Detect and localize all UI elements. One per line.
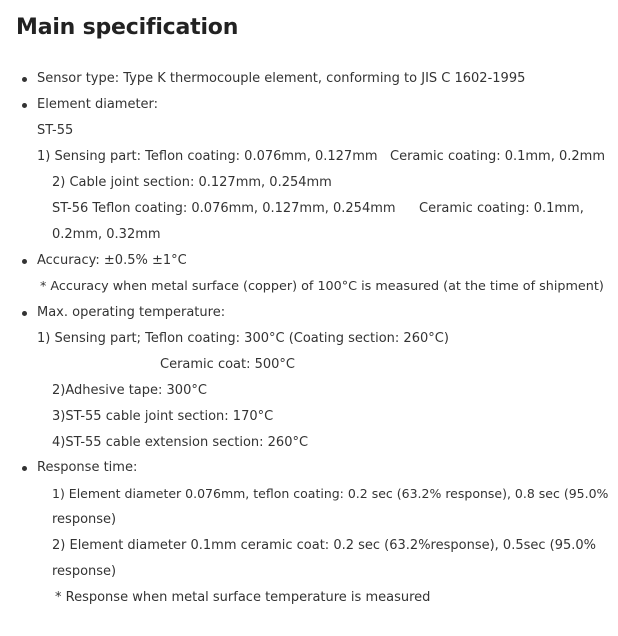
- response-item-2-cont: response): [52, 564, 117, 579]
- accuracy-label: Accuracy: ±0.5% ±1°C: [37, 253, 187, 268]
- cable-joint-section: 2) Cable joint section: 0.127mm, 0.254mm: [52, 175, 332, 190]
- accuracy-note: * Accuracy when metal surface (copper) of 100°C is measured (at the time of shipment): [40, 279, 604, 294]
- bullet-icon: [22, 466, 27, 471]
- bullet-icon: [22, 103, 27, 108]
- response-item-1-cont: response): [52, 512, 117, 527]
- sensing-part-teflon: 1) Sensing part: Teflon coating: 0.076mm, 0.127mm: [37, 149, 378, 164]
- st56-ceramic-cont: 0.2mm, 0.32mm: [52, 227, 161, 242]
- bullet-icon: [22, 259, 27, 264]
- page-title: Main specification: [16, 15, 239, 40]
- response-item-1: 1) Element diameter 0.076mm, teflon coating: 0.2 sec (63.2% response), 0.8 sec (95.0%: [52, 486, 609, 501]
- max-temp-cable-extension: 4)ST-55 cable extension section: 260°C: [52, 435, 309, 450]
- max-temp-ceramic: Ceramic coat: 500°C: [160, 357, 296, 372]
- element-diameter-label: Element diameter:: [37, 97, 159, 112]
- max-temp-cable-joint: 3)ST-55 cable joint section: 170°C: [52, 409, 274, 424]
- bullet-icon: [22, 311, 27, 316]
- max-temp-sensing-part: 1) Sensing part; Teflon coating: 300°C (Coating section: 260°C): [37, 331, 449, 346]
- response-time-label: Response time:: [37, 460, 138, 475]
- max-temp-label: Max. operating temperature:: [37, 305, 226, 320]
- st56-ceramic: Ceramic coating: 0.1mm,: [419, 201, 584, 216]
- response-note: * Response when metal surface temperature is measured: [55, 590, 431, 605]
- st55-label: ST-55: [37, 123, 74, 138]
- sensing-part-ceramic: Ceramic coating: 0.1mm, 0.2mm: [390, 149, 605, 164]
- max-temp-adhesive: 2)Adhesive tape: 300°C: [52, 383, 207, 398]
- response-item-2: 2) Element diameter 0.1mm ceramic coat: 0.2 sec (63.2%response), 0.5sec (95.0%: [52, 538, 597, 553]
- st56-teflon: ST-56 Teflon coating: 0.076mm, 0.127mm, 0.254mm: [52, 201, 396, 216]
- sensor-type-text: Sensor type: Type K thermocouple element, conforming to JIS C 1602-1995: [37, 71, 526, 86]
- bullet-icon: [22, 77, 27, 82]
